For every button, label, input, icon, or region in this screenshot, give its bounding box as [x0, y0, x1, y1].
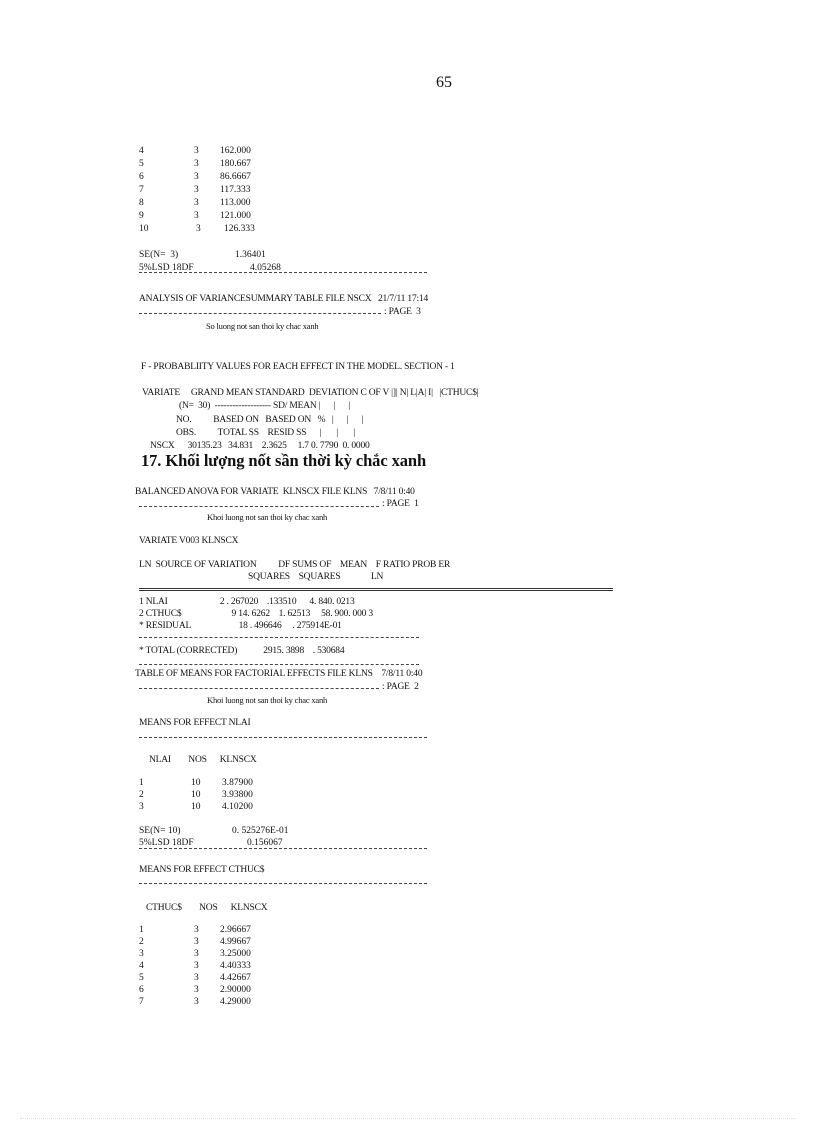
summary-subtitle: So luong not san thoi ky chac xanh — [206, 321, 319, 331]
page-marker: : PAGE 2 — [382, 682, 419, 692]
table-row: 2 10 3.93800 — [139, 790, 253, 800]
lsd-line: 5%LSD 18DF 4.05268 — [139, 263, 281, 273]
page-bottom-border — [20, 1118, 796, 1119]
divider — [139, 883, 427, 884]
table-row: 2 3 4.99667 — [139, 937, 251, 947]
divider — [139, 737, 427, 738]
means-cthuc-header: CTHUC$ NOS KLNSCX — [146, 903, 268, 913]
table-row: 4 3 4.40333 — [139, 961, 251, 971]
page-number: 65 — [436, 74, 452, 91]
divider — [139, 313, 381, 314]
summary-header-3: NO. BASED ON BASED ON % | | | — [176, 415, 364, 425]
anova-row-cthuc: 2 CTHUC$ 9 14. 6262 1. 62513 58. 900. 000 3 — [139, 609, 373, 619]
divider — [139, 664, 419, 665]
table-row: 1 3 2.96667 — [139, 925, 251, 935]
means-title: TABLE OF MEANS FOR FACTORIAL EFFECTS FILE KLNS 7/8/11 0:40 — [135, 669, 423, 679]
summary-row-nscx: NSCX 30135.23 34.831 2.3625 1.7 0. 7790 0. 0000 — [150, 441, 370, 451]
anova-row-residual: * RESIDUAL 18 . 496646 . 275914E-01 — [139, 621, 342, 631]
anova-total: * TOTAL (CORRECTED) 2915. 3898 . 530684 — [139, 646, 345, 656]
table-row: 5 3 180.667 — [139, 159, 251, 169]
means-subtitle: Khoi luong not san thoi ky chac xanh — [207, 695, 328, 705]
anova-subtitle: Khoi luong not san thoi ky chac xanh — [207, 512, 328, 522]
table-row: 1 10 3.87900 — [139, 778, 253, 788]
summary-header-2: (N= 30) ------------------- SD/ MEAN | | | — [179, 401, 350, 411]
table-row: 4 3 162.000 — [139, 146, 251, 156]
anova-header-2: SQUARES SQUARES LN — [248, 572, 384, 582]
table-row: 6 3 2.90000 — [139, 985, 251, 995]
se-line: SE(N= 3) 1.36401 — [139, 250, 266, 260]
anova-header-1: LN SOURCE OF VARIATION DF SUMS OF MEAN F RATIO PROB ER — [139, 560, 451, 570]
page-marker: : PAGE 1 — [382, 499, 419, 509]
divider — [139, 272, 427, 273]
means-nlai-title: MEANS FOR EFFECT NLAI — [139, 718, 251, 728]
f-probability-title: F - PROBABLIITY VALUES FOR EACH EFFECT IN THE MODEL. SECTION - 1 — [141, 362, 455, 372]
table-row: 7 3 117.333 — [139, 185, 251, 195]
anova-title: BALANCED ANOVA FOR VARIATE KLNSCX FILE KLNS 7/8/11 0:40 — [135, 487, 415, 497]
table-row: 6 3 86.6667 — [139, 172, 251, 182]
summary-header-1: VARIATE GRAND MEAN STANDARD DEVIATION C OF V |]| N| L|A| I| |CTHUC$| — [142, 388, 479, 398]
divider — [139, 506, 379, 507]
table-row: 3 10 4.10200 — [139, 802, 253, 812]
anova-row-nlai: 1 NLAI 2 . 267020 .133510 4. 840. 0213 — [139, 597, 355, 607]
divider — [139, 848, 427, 849]
divider — [139, 637, 419, 638]
means-nlai-header: NLAI NOS KLNSCX — [149, 755, 257, 765]
divider — [139, 688, 379, 689]
table-row: 7 3 4.29000 — [139, 997, 251, 1007]
table-row: 3 3 3.25000 — [139, 949, 251, 959]
section-heading: 17. Khối lượng nốt sần thời kỳ chắc xanh — [141, 451, 427, 470]
table-row: 8 3 113.000 — [139, 198, 251, 208]
se-line: SE(N= 10) 0. 525276E-01 — [139, 826, 289, 836]
summary-title: ANALYSIS OF VARIANCESUMMARY TABLE FILE NSCX 21/7/11 17:14 — [139, 294, 429, 304]
table-row: 10 3 126.333 — [139, 224, 255, 234]
table-row: 9 3 121.000 — [139, 211, 251, 221]
divider-double — [139, 588, 613, 591]
means-cthuc-title: MEANS FOR EFFECT CTHUC$ — [139, 865, 265, 875]
summary-header-4: OBS. TOTAL SS RESID SS | | | — [176, 428, 355, 438]
table-row: 5 3 4.42667 — [139, 973, 251, 983]
page-marker: : PAGE 3 — [384, 307, 421, 317]
lsd-line: 5%LSD 18DF 0.156067 — [139, 838, 283, 848]
anova-variate: VARIATE V003 KLNSCX — [139, 536, 239, 546]
